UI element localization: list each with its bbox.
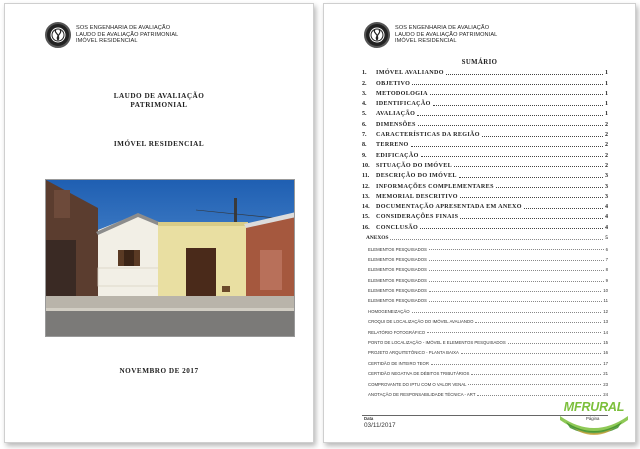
toc-leader-dots (411, 146, 603, 147)
toc-item-label: MEMORIAL DESCRITIVO (376, 193, 458, 200)
toc-leader-dots (412, 84, 603, 85)
toc-item-label: METODOLOGIA (376, 90, 428, 97)
toc-leader-dots (420, 228, 603, 229)
annex-heading (362, 231, 608, 241)
annex-leader-dots (427, 332, 601, 333)
annex-item (362, 283, 608, 293)
toc-item (362, 220, 608, 230)
annex-item-label: CERTIDÃO NEGATIVA DE DÉBITOS TRIBUTÁRIOS (368, 371, 470, 377)
annex-item-page: 13 (603, 319, 608, 325)
toc-leader-dots (454, 166, 603, 167)
toc-item (362, 148, 608, 158)
annex-item-page: 8 (605, 267, 608, 273)
annex-item-label: PONTO DE LOCALIZAÇÃO - IMÓVEL E ELEMENTOS PESQUISADOS (368, 340, 506, 346)
toc-leader-dots (460, 218, 603, 219)
cover-subtitle: IMÓVEL RESIDENCIAL (113, 140, 205, 148)
annex-item-page: 15 (603, 340, 608, 346)
watermark-brand: MFRURAL (563, 400, 625, 414)
annex-leader-dots (475, 322, 601, 323)
toc-item (362, 190, 608, 200)
toc-leader-dots (482, 136, 603, 137)
toc-item-label: DIMENSÕES (376, 121, 416, 128)
footer-data-label: Data (364, 416, 374, 421)
toc-item-page: 2 (604, 152, 608, 159)
toc-item-number: 14. (362, 204, 370, 211)
toc-leader-dots (430, 94, 603, 95)
summary-title: SUMÁRIO (461, 59, 498, 66)
header-line-1: SOS ENGENHARIA DE AVALIAÇÃO (395, 25, 490, 32)
annex-item (362, 272, 608, 282)
toc-item-page: 1 (604, 111, 608, 118)
annex-leader-dots (429, 301, 602, 302)
toc-item-label: CARACTERÍSTICAS DA REGIÃO (376, 132, 480, 139)
toc-leader-dots (460, 197, 603, 198)
toc-leader-dots (459, 177, 603, 178)
toc-item-page: 3 (604, 193, 608, 200)
annex-leader-dots (508, 343, 602, 344)
annex-leader-dots (429, 260, 604, 261)
cover-title (5, 92, 313, 110)
annex-item-label: ELEMENTOS PESQUISADOS (368, 246, 427, 252)
annex-item-label: ANOTAÇÃO DE RESPONSABILIDADE TÉCNICA - ART (368, 392, 476, 397)
annex-item (362, 303, 608, 313)
annex-leader-dots (429, 270, 604, 271)
toc-item-label: EDIFICAÇÃO (376, 152, 419, 159)
toc-item-number: 5. (362, 111, 367, 118)
annex-item-label: ELEMENTOS PESQUISADOS (368, 288, 427, 294)
toc-item-number: 13. (362, 193, 370, 200)
summary-header (364, 22, 497, 48)
toc-leader-dots (418, 125, 603, 126)
toc-leader-dots (524, 208, 603, 209)
toc-item-page: 2 (604, 162, 608, 169)
annex-item-page: 16 (603, 350, 608, 356)
company-logo (364, 22, 390, 48)
header-line-3: IMÓVEL RESIDENCIAL (395, 38, 457, 45)
annex-item-page: 17 (603, 360, 608, 366)
annex-item-page: 7 (605, 256, 608, 262)
annex-item (362, 376, 608, 386)
toc-item-number: 7. (362, 132, 367, 139)
toc-item-page: 4 (604, 224, 608, 231)
toc-item-label: IDENTIFICAÇÃO (376, 101, 431, 108)
toc-item (362, 138, 608, 148)
toc-item-label: CONCLUSÃO (376, 224, 419, 231)
cover-header (45, 22, 178, 48)
toc-item-label: IMÓVEL AVALIANDO (376, 70, 444, 77)
toc-item-label: CONSIDERAÇÕES FINAIS (376, 214, 459, 221)
toc-item-label: TERRENO (376, 142, 409, 149)
annex-item (362, 324, 608, 334)
toc-item (362, 87, 608, 97)
cover-title-line-2: PATRIMONIAL (130, 101, 188, 109)
toc-item (362, 66, 608, 76)
annex-item-page: 14 (603, 329, 608, 335)
annex-item (362, 314, 608, 324)
toc-item-number: 3. (362, 90, 367, 97)
annex-item-page: 21 (603, 371, 608, 377)
annex-item-label: ELEMENTOS PESQUISADOS (368, 267, 427, 273)
cover-page (4, 3, 314, 443)
annex-leader-dots (461, 353, 601, 354)
annex-item (362, 355, 608, 365)
header-line-3: IMÓVEL RESIDENCIAL (76, 38, 138, 45)
annex-item-page: 10 (603, 288, 608, 294)
annex-item-page: 23 (603, 381, 608, 387)
company-logo (45, 22, 71, 48)
toc-item-page: 4 (604, 214, 608, 221)
cover-title-line-1: LAUDO DE AVALIAÇÃO (113, 92, 205, 100)
annex-item (362, 241, 608, 251)
annex-item (362, 387, 608, 397)
annex-leader-dots (429, 249, 604, 250)
header-line-1: SOS ENGENHARIA DE AVALIAÇÃO (76, 25, 171, 32)
toc-item-page: 1 (604, 101, 608, 108)
annex-item (362, 366, 608, 376)
summary-page (323, 3, 636, 443)
toc-item-number: 4. (362, 101, 367, 108)
toc-item-page: 1 (604, 90, 608, 97)
annex-item-label: CERTIDÃO DE INTEIRO TEOR (368, 360, 429, 366)
toc-item-number: 11. (362, 173, 370, 180)
header-line-2: LAUDO DE AVALIAÇÃO PATRIMONIAL (395, 31, 498, 38)
toc-item-label: OBJETIVO (376, 80, 411, 87)
toc-item-page: 2 (604, 132, 608, 139)
toc-item-label: AVALIAÇÃO (376, 111, 416, 118)
toc-item-page: 2 (604, 121, 608, 128)
annex-leader-dots (471, 374, 601, 375)
toc-item-page: 4 (604, 204, 608, 211)
annex-item-label: ELEMENTOS PESQUISADOS (368, 256, 427, 262)
table-of-contents (362, 66, 608, 397)
annex-leader-dots (429, 281, 604, 282)
annex-item-page: 11 (603, 298, 608, 304)
mfrural-watermark (556, 400, 632, 436)
annex-item-label: CROQUI DE LOCALIZAÇÃO DO IMÓVEL AVALIANDO (368, 319, 474, 325)
annex-item-label: COMPROVANTE DO IPTU COM O VALOR VENAL (368, 381, 467, 387)
footer-date: 03/11/2017 (364, 422, 396, 429)
annex-item-label: ELEMENTOS PESQUISADOS (368, 298, 427, 304)
toc-item (362, 76, 608, 86)
toc-item-page: 3 (604, 183, 608, 190)
toc-item-page: 1 (604, 80, 608, 87)
annex-item (362, 252, 608, 262)
toc-leader-dots (496, 187, 603, 188)
toc-item-number: 6. (362, 121, 367, 128)
toc-item (362, 107, 608, 117)
annex-leader-dots (412, 312, 602, 313)
toc-item (362, 97, 608, 107)
toc-item (362, 117, 608, 127)
toc-leader-dots (433, 105, 603, 106)
toc-item-number: 12. (362, 183, 370, 190)
toc-item-label: SITUAÇÃO DO IMÓVEL (376, 162, 453, 169)
toc-item-label: DOCUMENTAÇÃO APRESENTADA EM ANEXO (376, 204, 522, 211)
annex-item-label: HOMOGENEIZAÇÃO (368, 308, 410, 314)
toc-item-number: 9. (362, 152, 367, 159)
annex-item-label: PROJETO ARQUITETÔNICO - PLANTA BAIXA (368, 350, 459, 356)
toc-item (362, 128, 608, 138)
property-photo (45, 179, 295, 337)
annex-item (362, 345, 608, 355)
toc-item-number: 2. (362, 80, 367, 87)
annex-item-page: 6 (605, 246, 608, 252)
annex-item (362, 262, 608, 272)
annex-item-page: 12 (603, 308, 608, 314)
annex-item-label: ELEMENTOS PESQUISADOS (368, 277, 427, 283)
toc-item-page: 1 (604, 70, 608, 77)
toc-item (362, 210, 608, 220)
annex-heading-page: 5 (605, 235, 608, 242)
header-line-2: LAUDO DE AVALIAÇÃO PATRIMONIAL (76, 31, 179, 38)
annex-item (362, 335, 608, 345)
toc-item-number: 1. (362, 70, 367, 77)
annex-leader-dots (429, 291, 601, 292)
toc-item (362, 159, 608, 169)
toc-leader-dots (446, 74, 603, 75)
toc-item-number: 8. (362, 142, 367, 149)
annex-heading-label: ANEXOS (366, 235, 389, 242)
watermark-field-icon (556, 410, 632, 436)
annex-item-page: 9 (605, 277, 608, 283)
annex-item-label: RELATÓRIO FOTOGRÁFICO (368, 329, 426, 335)
annex-leader-dots (431, 364, 601, 365)
footer-page-label: Página (586, 416, 600, 421)
toc-item-number: 16. (362, 224, 370, 231)
toc-leader-dots (421, 156, 603, 157)
toc-item-page: 3 (604, 173, 608, 180)
cover-date: NOVEMBRO DE 2017 (119, 367, 199, 375)
toc-item-label: DESCRIÇÃO DO IMÓVEL (376, 173, 457, 180)
annex-leader-dots (477, 395, 601, 396)
annex-leader-dots (468, 384, 601, 385)
annex-leader-dots (390, 239, 603, 240)
toc-leader-dots (417, 115, 603, 116)
toc-item (362, 169, 608, 179)
toc-item-page: 2 (604, 142, 608, 149)
toc-item-number: 10. (362, 162, 370, 169)
annex-item-page: 24 (603, 392, 608, 397)
toc-item (362, 179, 608, 189)
toc-item-number: 15. (362, 214, 370, 221)
toc-item-label: INFORMAÇÕES COMPLEMENTARES (376, 183, 494, 190)
annex-item (362, 293, 608, 303)
toc-item (362, 200, 608, 210)
